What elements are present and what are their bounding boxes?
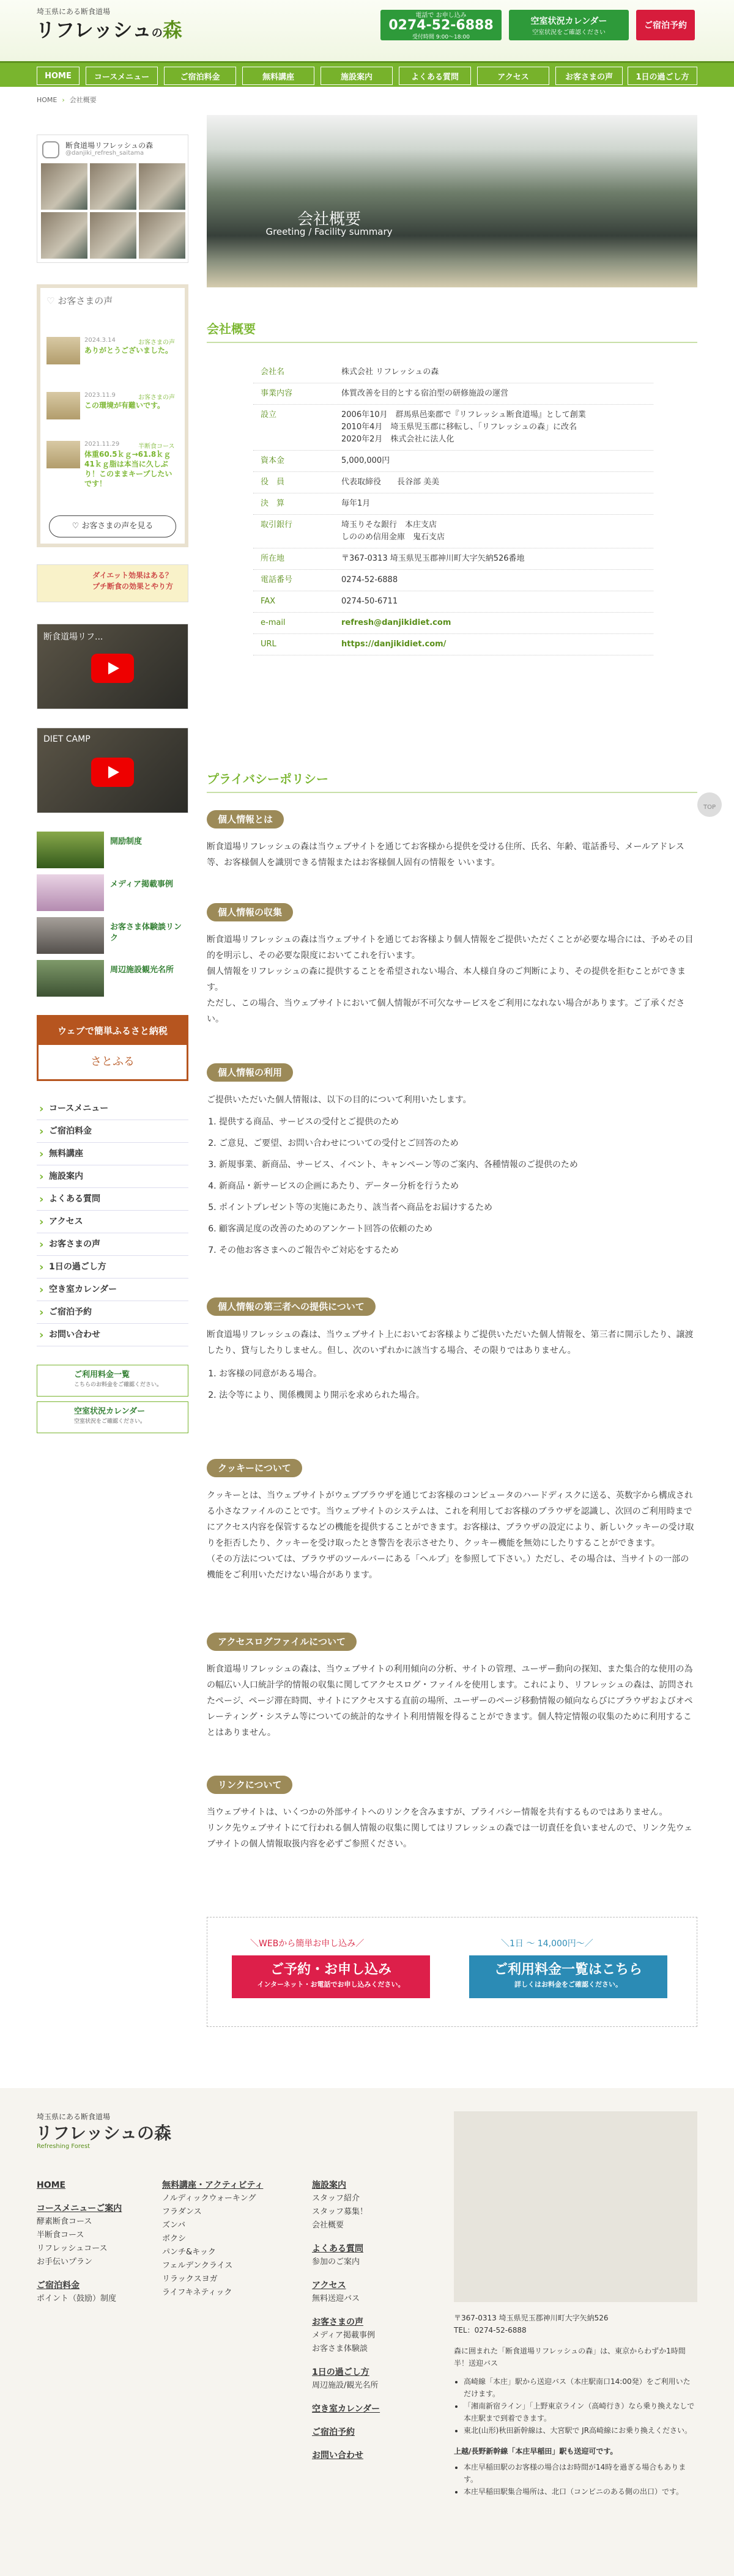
breadcrumb-home[interactable]: HOME (37, 96, 57, 104)
list-item: 1. 提供する商品、サービスの受付とご提供のため (219, 1114, 697, 1130)
heart-icon: ♡ (72, 522, 82, 531)
footer-link[interactable]: フラダンス (162, 2207, 202, 2216)
list-item: • 高崎線「本庄」駅から送迎バス（本庄駅南口14:00発）をご利用いただけます。 (464, 2375, 697, 2400)
side-banner-3[interactable]: お客さま体験談リンク (37, 917, 188, 954)
list-item: 1. お客様の同意がある場合。 (219, 1366, 697, 1382)
instagram-grid (41, 163, 185, 259)
footer-link[interactable]: フェルデンクライス (162, 2261, 233, 2270)
company-table (253, 362, 653, 655)
list-item: • 「湘南新宿ライン」「上野東京ライン（高崎行き）なら乗り換えなしで本庄駅まで到着できます。 (464, 2400, 697, 2424)
instagram-photo[interactable] (90, 212, 136, 259)
footer-link[interactable]: HOME (37, 2180, 66, 2190)
instagram-photo[interactable] (139, 212, 185, 259)
instagram-name: 断食道場リフレッシュの森 (65, 141, 154, 150)
table-row: 資本金 5,000,000円 (253, 451, 653, 472)
footer-link[interactable]: ボクシ (162, 2234, 187, 2243)
list-item: 6. 顧客満足度の改善のためのアンケート回答の依頼のため (219, 1221, 697, 1237)
nav-price[interactable]: ご宿泊料金 (164, 67, 236, 85)
footer-link[interactable]: メディア掲載事例 (312, 2331, 375, 2340)
map-embed[interactable] (454, 2111, 697, 2302)
footer-tel: TEL：0274-52-6888 (454, 2326, 527, 2334)
side-menu-item[interactable]: › ご宿泊予約 (37, 1301, 188, 1324)
footer-link[interactable]: 施設案内 (312, 2180, 346, 2190)
side-menu-item[interactable]: › ご宿泊料金 (37, 1120, 188, 1143)
footer-link[interactable]: ご宿泊予約 (312, 2427, 355, 2437)
nav-home[interactable]: HOME (37, 67, 80, 85)
banner-image (37, 917, 104, 954)
section-pill: クッキーについて (207, 1459, 302, 1477)
url-link[interactable]: https://danjikidiet.com/ (341, 640, 447, 649)
footer-link[interactable]: ライフキネティック (162, 2288, 232, 2297)
footer-link[interactable]: 空き室カレンダー (312, 2404, 380, 2414)
instagram-icon (42, 141, 59, 158)
list-item: 2. ご意見、ご要望、お問い合わせについての受付とご回答のため (219, 1135, 697, 1151)
instagram-photo[interactable] (41, 163, 87, 210)
banner-image (37, 832, 104, 868)
site-header (0, 0, 734, 61)
breadcrumb: HOME › 会社概要 (37, 96, 97, 104)
side-menu (37, 1098, 188, 1346)
nav-daily[interactable]: 1日の過ごし方 (628, 67, 697, 85)
footer-link[interactable]: 酵素断食コース (37, 2217, 92, 2226)
side-menu-item[interactable]: › コースメニュー (37, 1098, 188, 1120)
section-pill: アクセスログファイルについて (207, 1633, 357, 1651)
footer-link[interactable]: お客さまの声 (312, 2317, 363, 2327)
footer-address: 〒367-0313 埼玉県児玉郡神川町大字矢納526 (454, 2314, 609, 2322)
customer-voice-box: ♡ お客さまの声 2024.3.14 お客さまの声 ありがとうございました。 2023.11.9 お客さまの声 この環境が有難いです。 2021.11.29 半断食コース 体重60.5ｋｇ→61.8ｋｇ 41ｋｇ脂は本当に久しぶり！このままキープしたいです！ ♡ お客さまの声を見る (37, 284, 188, 547)
table-row: e-mail refresh@danjikidiet.com (253, 613, 653, 634)
list-item: 2. 法令等により、関係機関より開示を求められた場合。 (219, 1387, 697, 1403)
side-banner-2[interactable]: メディア掲載事例 (37, 874, 188, 911)
section-pill: 個人情報の収集 (207, 903, 293, 921)
footer-link[interactable]: 無料送迎バス (312, 2294, 360, 2303)
back-to-top-button[interactable]: TOP (697, 792, 722, 817)
footer-link[interactable]: スタッフ募集！ (312, 2207, 368, 2216)
nav-voice[interactable]: お客さまの声 (555, 67, 623, 85)
voice-thumbnail (46, 337, 80, 364)
table-row: 取引銀行 埼玉りそな銀行 本庄支店 しののめ信用金庫 鬼石支店 (253, 515, 653, 548)
footer-link[interactable]: リラックスヨガ (162, 2275, 218, 2284)
banner-image (37, 960, 104, 997)
table-row: 役 員 代表取締役 長谷部 美美 (253, 472, 653, 493)
footer-link[interactable]: 1日の過ごし方 (312, 2367, 369, 2377)
footer-link[interactable]: スタッフ紹介 (312, 2194, 360, 2203)
reserve-button[interactable]: ご宿泊予約 (636, 10, 695, 40)
footer-col-1 (37, 2179, 122, 2306)
footer-link[interactable]: お客さま体験談 (312, 2344, 368, 2353)
table-row: 電話番号 0274-52-6888 (253, 570, 653, 591)
cta-box: ＼WEBから簡単お申し込み／ ご予約・お申し込み インターネット・お電話でお申し込みください。 ＼1日 〜 14,000円〜／ ご利用料金一覧はこちら 詳しくはお料金をご確認ください。 (207, 1917, 697, 2027)
section-text: 断食道場リフレッシュの森は当ウェブサイトを通じてお客様から提供を受ける住所、氏名、年齢、電話番号、メールアドレス等、お客様個人を識別できる情報またはお客様個人固有の情報を いいます。 (207, 842, 684, 868)
hero-subtitle: Greeting / Facility summary (265, 226, 393, 237)
footer-link[interactable]: 参加のご案内 (312, 2257, 360, 2267)
footer-link[interactable]: パンチ&キック (162, 2248, 216, 2257)
company-heading: 会社概要 (207, 319, 697, 343)
side-menu-item[interactable]: › 1日の過ごし方 (37, 1256, 188, 1279)
list-item: • 本庄早稲田駅のお客様の場合はお時間が14時を過ぎる場合もあります。 (464, 2461, 697, 2486)
side-menu-item[interactable]: › よくある質問 (37, 1188, 188, 1211)
list-item: 5. ポイントプレゼント等の実施にあたり、該当者へ商品をお届けするため (219, 1200, 697, 1216)
side-menu-item[interactable]: › お客さまの声 (37, 1233, 188, 1256)
nav-seminar[interactable]: 無料講座 (242, 67, 314, 85)
footer-logo[interactable]: リフレッシュの森 (35, 2123, 172, 2143)
footer-link[interactable]: 会社概要 (312, 2221, 344, 2230)
footer-link[interactable]: 周辺施設/観光名所 (312, 2381, 379, 2390)
instagram-photo[interactable] (90, 163, 136, 210)
email-link[interactable]: refresh@danjikidiet.com (341, 618, 451, 627)
reserve-cta-button[interactable]: ご予約・お申し込み インターネット・お電話でお申し込みください。 (232, 1955, 430, 1998)
nav-facility[interactable]: 施設案内 (321, 67, 393, 85)
list-item: 7. その他お客さまへのご報告やご対応をするため (219, 1242, 697, 1258)
footer-link[interactable]: ご宿泊料金 (37, 2281, 80, 2290)
nav-course[interactable]: コースメニュー (86, 67, 158, 85)
play-icon[interactable] (91, 758, 134, 787)
footer-link[interactable]: お手伝いプラン (37, 2257, 93, 2267)
footer-link[interactable]: 半断食コース (37, 2231, 84, 2240)
heart-icon: ♡ (46, 295, 58, 306)
footer-col-3 (312, 2179, 380, 2462)
section-text: 断食道場リフレッシュの森は当ウェブサイトを通じてお客様より個人情報をご提供いただくことが必要な場合には、予めその目的を明示し、その必要な限度においてこれを行います。 個人情報をリフレッシュの森に提供することを希望されない場合、本人様自身のご判断により、その提供を拒むことができます。 ただし、この場合、当ウェブサイトにおいて個人情報が不可欠なサービスをご利用になれない場合があります。ご了承ください。 (207, 935, 694, 1024)
instagram-widget[interactable] (37, 135, 188, 263)
diet-banner[interactable]: ダイエット効果はある？ プチ断食の効果とやり方 (37, 564, 188, 602)
side-menu-item[interactable]: › 無料講座 (37, 1143, 188, 1165)
table-row: FAX 0274-50-6711 (253, 591, 653, 613)
list-item: 3. 新規事業、新商品、サービス、イベント、キャンペーン等のご案内、各種情報のご提供のため (219, 1157, 697, 1173)
side-menu-item[interactable]: › お問い合わせ (37, 1324, 188, 1346)
price-list-banner[interactable]: ご利用料金一覧 こちらのお料金をご確認ください。 (37, 1365, 188, 1397)
table-row: 所在地 〒367-0313 埼玉県児玉郡神川町大字矢納526番地 (253, 548, 653, 570)
section-pill: 個人情報とは (207, 810, 284, 829)
section-text: 断食道場リフレッシュの森は、当ウェブサイト上においてお客様よりご提供いただいた個人情報を、第三者に開示したり、譲渡したり、貸与したりしません。但し、次のいずれかに該当する場合、その限りではありません。 1. お客様の同意がある場合。 2. 法令等により、関係機関より開示を求められた場合。 (207, 1327, 697, 1409)
hero-image (207, 115, 697, 287)
section-text: クッキーとは、当ウェブサイトがウェブブラウザを通じてお客様のコンピュータのハードディスクに送る、英数字から構成される小さなファイルのことです。当ウェブサイトのシステムは、これを利用してお客様のブラウザを認識し、次回のご利用時までにアクセス内容を保管するなどの機能を提供することができます。お客様は、ブラウザの設定により、新しいクッキーの受け取りを拒否したり、クッキーを受け取ったとき警告を表示させたり、クッキー機能を無効にしたりすることができます。 （その方法については、ブラウザのツールバーにある「ヘルプ」を参照して下さい。）ただし、その場合は、当サイトの一部の機能をご利用いただけない場合があります。 (207, 1491, 694, 1580)
footer-link[interactable]: お問い合わせ (312, 2451, 363, 2460)
footer-link[interactable]: アクセス (312, 2281, 346, 2290)
play-icon[interactable] (91, 654, 134, 683)
video-embed-2[interactable]: DIET CAMP (37, 728, 188, 813)
voice-thumbnail (46, 441, 80, 468)
section-pill: リンクについて (207, 1776, 292, 1794)
side-menu-item[interactable]: › アクセス (37, 1211, 188, 1233)
nav-access[interactable]: アクセス (477, 67, 549, 85)
price-cta-button[interactable]: ご利用料金一覧はこちら 詳しくはお料金をご確認ください。 (469, 1955, 667, 1998)
site-logo[interactable]: リフレッシュの森 (35, 18, 182, 42)
side-banner-4[interactable]: 周辺施設観光名所 (37, 960, 188, 997)
side-menu-item[interactable]: › 空き室カレンダー (37, 1279, 188, 1301)
footer-link[interactable]: ノルディックウォーキング (162, 2194, 256, 2203)
tel-button[interactable]: 電話で お申し込み 0274-52-6888 受付時間 9:00～18:00 (380, 10, 502, 40)
table-row: 決 算 毎年1月 (253, 493, 653, 515)
list-item: • 東北(山形)秋田新幹線は、大宮駅で JR高崎線にお乗り換えください。 (464, 2424, 697, 2437)
video-embed-1[interactable]: 断食道場リフ... (37, 624, 188, 709)
calendar-button[interactable]: 空室状況カレンダー 空室状況をご確認ください (509, 10, 629, 40)
side-banner-1[interactable]: 開励制度 (37, 832, 188, 868)
table-row: 事業内容 体質改善を目的とする宿泊型の研修施設の運営 (253, 383, 653, 405)
hero-title: 会社概要 (297, 210, 361, 229)
footer-link[interactable]: リフレッシュコース (37, 2244, 108, 2253)
site-footer: 埼玉県にある断食道場 リフレッシュの森 Refreshing Forest HOME コースメニューご案内 酵素断食コース 半断食コース リフレッシュコース お手伝いプラン ご宿泊料金 ポイント（鼓励）制度 無料講座・アクティビティ ノルディックウォーキング フラダンス ズンバ ボクシ パンチ&キック フェルデンクライス リラックスヨガ ライフキネティック 施設案内 スタッフ紹介 スタッフ募集！ 会社概要 よくある質問 参加のご案内 アクセス 無料送迎バス お客さまの声 メディア掲載事例 お客さま体験談 1日の過ごし方 周辺施設/観光名所 空き室カレンダー ご宿泊予約 お問い合わせ 〒367-0313 埼玉県児玉郡神川町大字矢納526 TEL：0274-52-6888 森に囲まれた「断食道場リフレッシュの森」は、東京からわずか1時間半！送迎バス • 高崎線「本庄」駅から送迎バス（本庄駅南口14:00発）をご利用いただけます。 • 「湘南新宿ライン」「上野東京ライン（高崎行き）なら乗り換えなしで本庄駅まで到着できます。 • 東北(山形)秋田新幹線は、大宮駅で JR高崎線にお乗り換えください。 上越/長野新幹線「本庄早稲田」駅も送迎可です。 • 本庄早稲田駅のお客様の場合はお時間が14時を過ぎる場合もあります。 • 本庄早稲田駅集合場所は、北口（コンビニのある側の出口）です。 (0, 2088, 734, 2576)
footer-col-2 (162, 2179, 263, 2300)
table-row: 会社名 株式会社 リフレッシュの森 (253, 362, 653, 383)
footer-link[interactable]: ポイント（鼓励）制度 (37, 2294, 117, 2303)
main-nav (0, 61, 734, 87)
privacy-heading: プライバシーポリシー (207, 769, 697, 793)
section-text: 当ウェブサイトは、いくつかの外部サイトへのリンクを含みますが、プライバシー情報を共有するものではありません。 リンク先ウェブサイトにて行われる個人情報の収集に関してはリフレッシュの森では一切責任を負いませんので、リンク先ウェブサイトの個人情報取扱内容を必ずご参照ください。 (207, 1807, 693, 1849)
footer-link[interactable]: ズンバ (162, 2221, 186, 2230)
voice-thumbnail (46, 392, 80, 419)
header-tagline: 埼玉県にある断食道場 (37, 7, 111, 16)
nav-faq[interactable]: よくある質問 (399, 67, 471, 85)
footer-link[interactable]: よくある質問 (312, 2244, 363, 2254)
voice-more-button[interactable]: ♡ お客さまの声を見る (49, 515, 176, 537)
list-item: • 本庄早稲田駅集合場所は、北口（コンビニのある側の出口）です。 (464, 2486, 697, 2498)
table-row: URL https://danjikidiet.com/ (253, 634, 653, 655)
section-pill: 個人情報の第三者への提供について (207, 1297, 376, 1316)
list-item: 4. 新商品・新サービスの企画にあたり、データー分析を行うため (219, 1178, 697, 1194)
footer-link[interactable]: 無料講座・アクティビティ (162, 2180, 264, 2190)
side-menu-item[interactable]: › 施設案内 (37, 1165, 188, 1188)
voice-title: ♡ お客さまの声 (46, 295, 113, 306)
instagram-photo[interactable] (41, 212, 87, 259)
section-text: ご提供いただいた個人情報は、以下の目的について利用いたします。 1. 提供する商品、サービスの受付とご提供のため 2. ご意見、ご要望、お問い合わせについての受付とご回答のため 3. 新規事業、新商品、サービス、イベント、キャンペーン等のご案内、各種情報のご提供のため 4. 新商品・新サービスの企画にあたり、データー分析を行うため 5. ポイントプレゼント等の実施にあたり、該当者へ商品をお届けするため 6. 顧客満足度の改善のためのアンケート回答の依頼のため 7. その他お客さまへのご報告やご対応をするため (207, 1092, 697, 1264)
banner-image (37, 874, 104, 911)
footer-access-info: 〒367-0313 埼玉県児玉郡神川町大字矢納526 TEL：0274-52-6888 森に囲まれた「断食道場リフレッシュの森」は、東京からわずか1時間半！送迎バス • 高崎線「本庄」駅から送迎バス（本庄駅南口14:00発）をご利用いただけます。 • 「湘南新宿ライン」「上野東京ライン（高崎行き）なら乗り換えなしで本庄駅まで到着できます。 • 東北(山形)秋田新幹線は、大宮駅で JR高崎線にお乗り換えください。 上越/長野新幹線「本庄早稲田」駅も送迎可です。 • 本庄早稲田駅のお客様の場合はお時間が14時を過ぎる場合もあります。 • 本庄早稲田駅集合場所は、北口（コンビニのある側の出口）です。 (454, 2312, 697, 2498)
instagram-account: @danjiki_refresh_saitama (65, 150, 144, 157)
section-text: 断食道場リフレッシュの森は、当ウェブサイトの利用傾向の分析、サイトの管理、ユーザー動向の探知、また集合的な使用の為の幅広い人口統計学的情報の収集に関してアクセスログ・ファイルを使用します。これにより、リフレッシュの森は、訪問されたページ、ページ滞在時間、サイトにアクセスする直前の場所、ユーザーのページ移動情報の傾向ならびにブラウザおよびオペレーティング・システム等についての統計的なサイト利用情報を得ることができます。個人特定情報の収集のために利用することはありません。 (207, 1664, 694, 1738)
footer-link[interactable]: コースメニューご案内 (37, 2204, 122, 2213)
instagram-photo[interactable] (139, 163, 185, 210)
breadcrumb-current: 会社概要 (69, 96, 97, 104)
section-pill: 個人情報の利用 (207, 1063, 293, 1082)
furusato-banner[interactable]: ウェブで簡単ふるさと納税 さとふる (37, 1015, 188, 1081)
calendar-banner[interactable]: 空室状況カレンダー 空室状況をご確認ください。 (37, 1401, 188, 1433)
table-row: 設立 2006年10月 群馬県邑楽郡で『リフレッシュ断食道場』として創業 2010年4月 埼玉県児玉郡に移転し、「リフレッシュの森」に改名 2020年2月 株式会社に法人化 (253, 405, 653, 451)
